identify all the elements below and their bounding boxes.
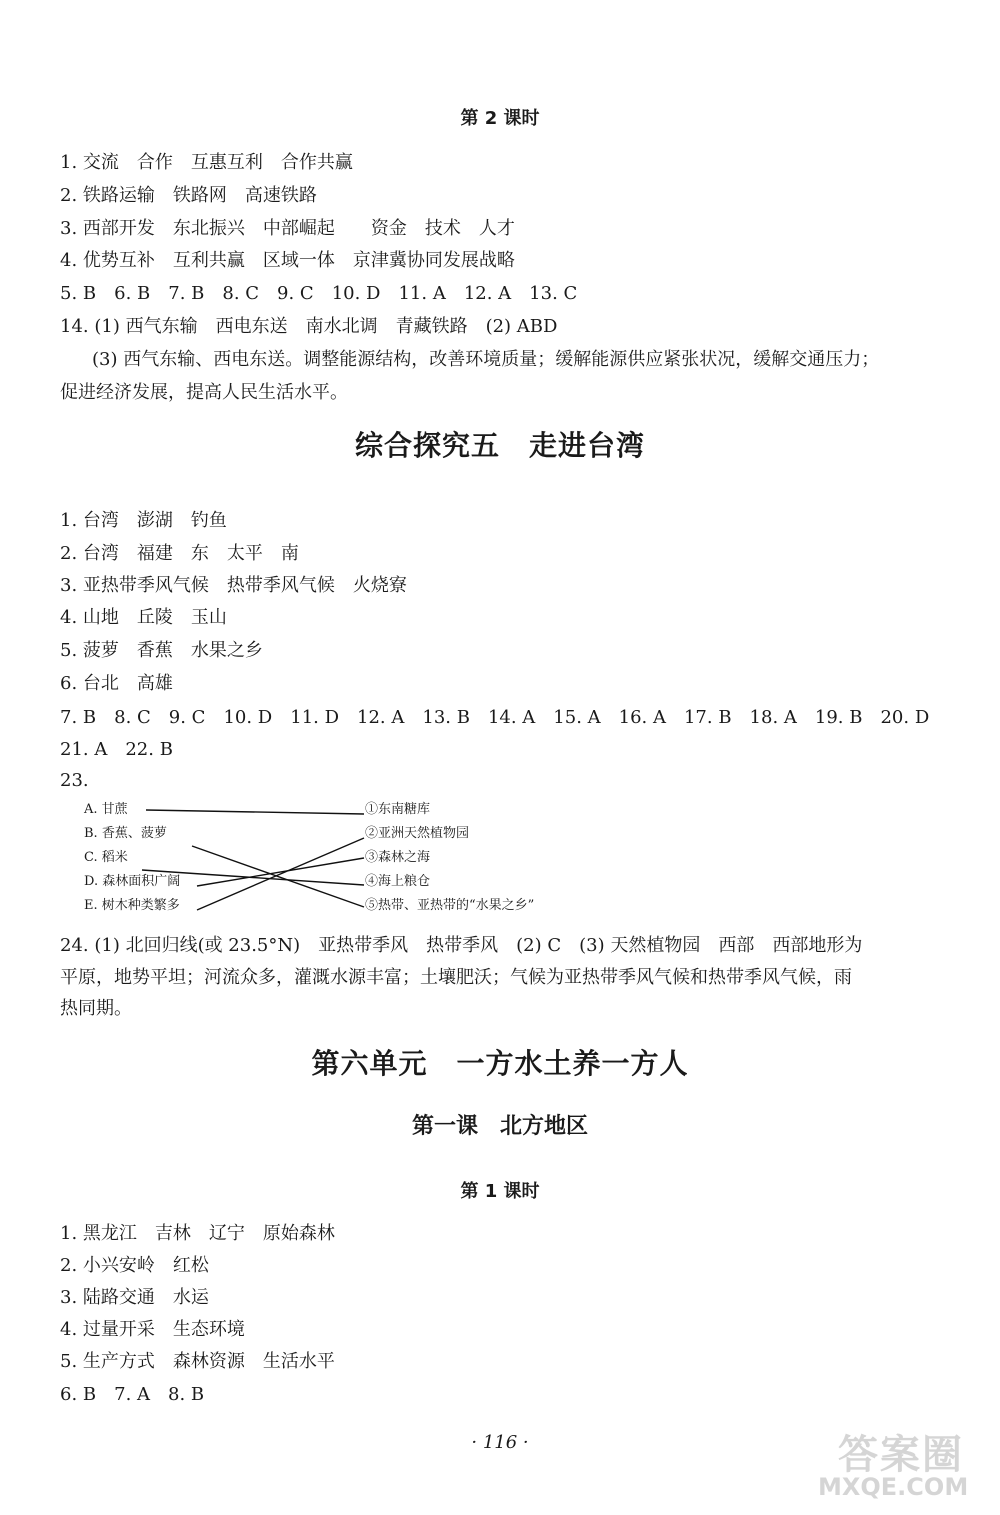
matching-diagram (84, 797, 644, 922)
section-heading-taiwan: 综合探究五 走进台湾 (354, 429, 645, 462)
match-left-a: A. 甘蔗 (84, 802, 128, 817)
lesson-heading: 第一课 北方地区 (411, 1114, 588, 1139)
match-line-d-3 (197, 858, 364, 886)
match-left-b: B. 香蕉、菠萝 (84, 826, 167, 841)
answer-line: 1. 交流 合作 互惠互利 合作共赢 (60, 152, 353, 173)
answer-line: 5. 生产方式 森林资源 生活水平 (60, 1351, 335, 1372)
match-right-4: ④海上粮仓 (365, 874, 431, 889)
answer-line: 1. 黑龙江 吉林 辽宁 原始森林 (60, 1223, 335, 1244)
answer-line: 平原，地势平坦；河流众多，灌溉水源丰富；土壤肥沃；气候为亚热带季风气候和热带季风气候，雨 (60, 967, 852, 988)
answer-line: 24. (1) 北回归线(或 23.5°N) 亚热带季风 热带季风 (2) C (3) 天然植物园 西部 西部地形为 (60, 935, 863, 956)
answer-line: 2. 铁路运输 铁路网 高速铁路 (60, 185, 317, 206)
answer-line: 7. B 8. C 9. C 10. D 11. D 12. A 13. B 14. A 15. A 16. A 17. B 18. A 19. B 20. D (60, 707, 930, 728)
section-heading-lesson-2: 第 2 课时 (460, 108, 540, 129)
match-right-2: ②亚洲天然植物园 (365, 826, 470, 841)
answer-line: 1. 台湾 澎湖 钓鱼 (60, 510, 227, 531)
answer-line: 23. (60, 770, 89, 791)
answer-line: 6. 台北 高雄 (60, 673, 173, 694)
match-lines (84, 797, 644, 922)
match-right-3: ③森林之海 (365, 850, 431, 865)
answer-line: 3. 西部开发 东北振兴 中部崛起 资金 技术 人才 (60, 218, 515, 239)
answer-line: (3) 西气东输、西电东送。调整能源结构，改善环境质量；缓解能源供应紧张状况，缓解交通压力； (92, 349, 880, 370)
answer-line: 4. 山地 丘陵 玉山 (60, 607, 227, 628)
answer-line: 3. 陆路交通 水运 (60, 1287, 209, 1308)
watermark-url: MXQE.COM (818, 1473, 969, 1501)
watermark (818, 1423, 978, 1505)
match-left-e: E. 树木种类繁多 (84, 898, 180, 913)
answer-line: 4. 优势互补 互利共赢 区域一体 京津冀协同发展战略 (60, 250, 515, 271)
answer-line: 6. B 7. A 8. B (60, 1384, 205, 1405)
answer-line: 4. 过量开采 生态环境 (60, 1319, 245, 1340)
watermark-logo-text: 答案圈 (838, 1432, 964, 1478)
answer-line: 14. (1) 西气东输 西电东送 南水北调 青藏铁路 (2) ABD (60, 316, 558, 337)
period-heading: 第 1 课时 (460, 1181, 540, 1202)
answer-line: 2. 台湾 福建 东 太平 南 (60, 543, 299, 564)
match-right-5: ⑤热带、亚热带的“水果之乡” (365, 898, 535, 913)
answer-line: 热同期。 (60, 998, 132, 1019)
match-left-d: D. 森林面积广阔 (84, 874, 181, 889)
match-line-e-2 (197, 838, 364, 910)
match-line-a-1 (146, 810, 364, 814)
match-right-1: ①东南糖库 (365, 802, 431, 817)
answer-line: 3. 亚热带季风气候 热带季风气候 火烧寮 (60, 575, 407, 596)
page-number: · 116 · (471, 1432, 529, 1453)
match-line-c-4 (142, 870, 364, 885)
match-line-b-5 (192, 846, 364, 907)
answer-line: 5. 菠萝 香蕉 水果之乡 (60, 640, 263, 661)
answer-line: 5. B 6. B 7. B 8. C 9. C 10. D 11. A 12. A 13. C (60, 283, 578, 304)
answer-line: 21. A 22. B (60, 739, 173, 760)
unit-heading: 第六单元 一方水土养一方人 (311, 1047, 689, 1080)
answer-line: 促进经济发展，提高人民生活水平。 (60, 382, 348, 403)
match-left-c: C. 稻米 (84, 850, 128, 865)
answer-line: 2. 小兴安岭 红松 (60, 1255, 209, 1276)
